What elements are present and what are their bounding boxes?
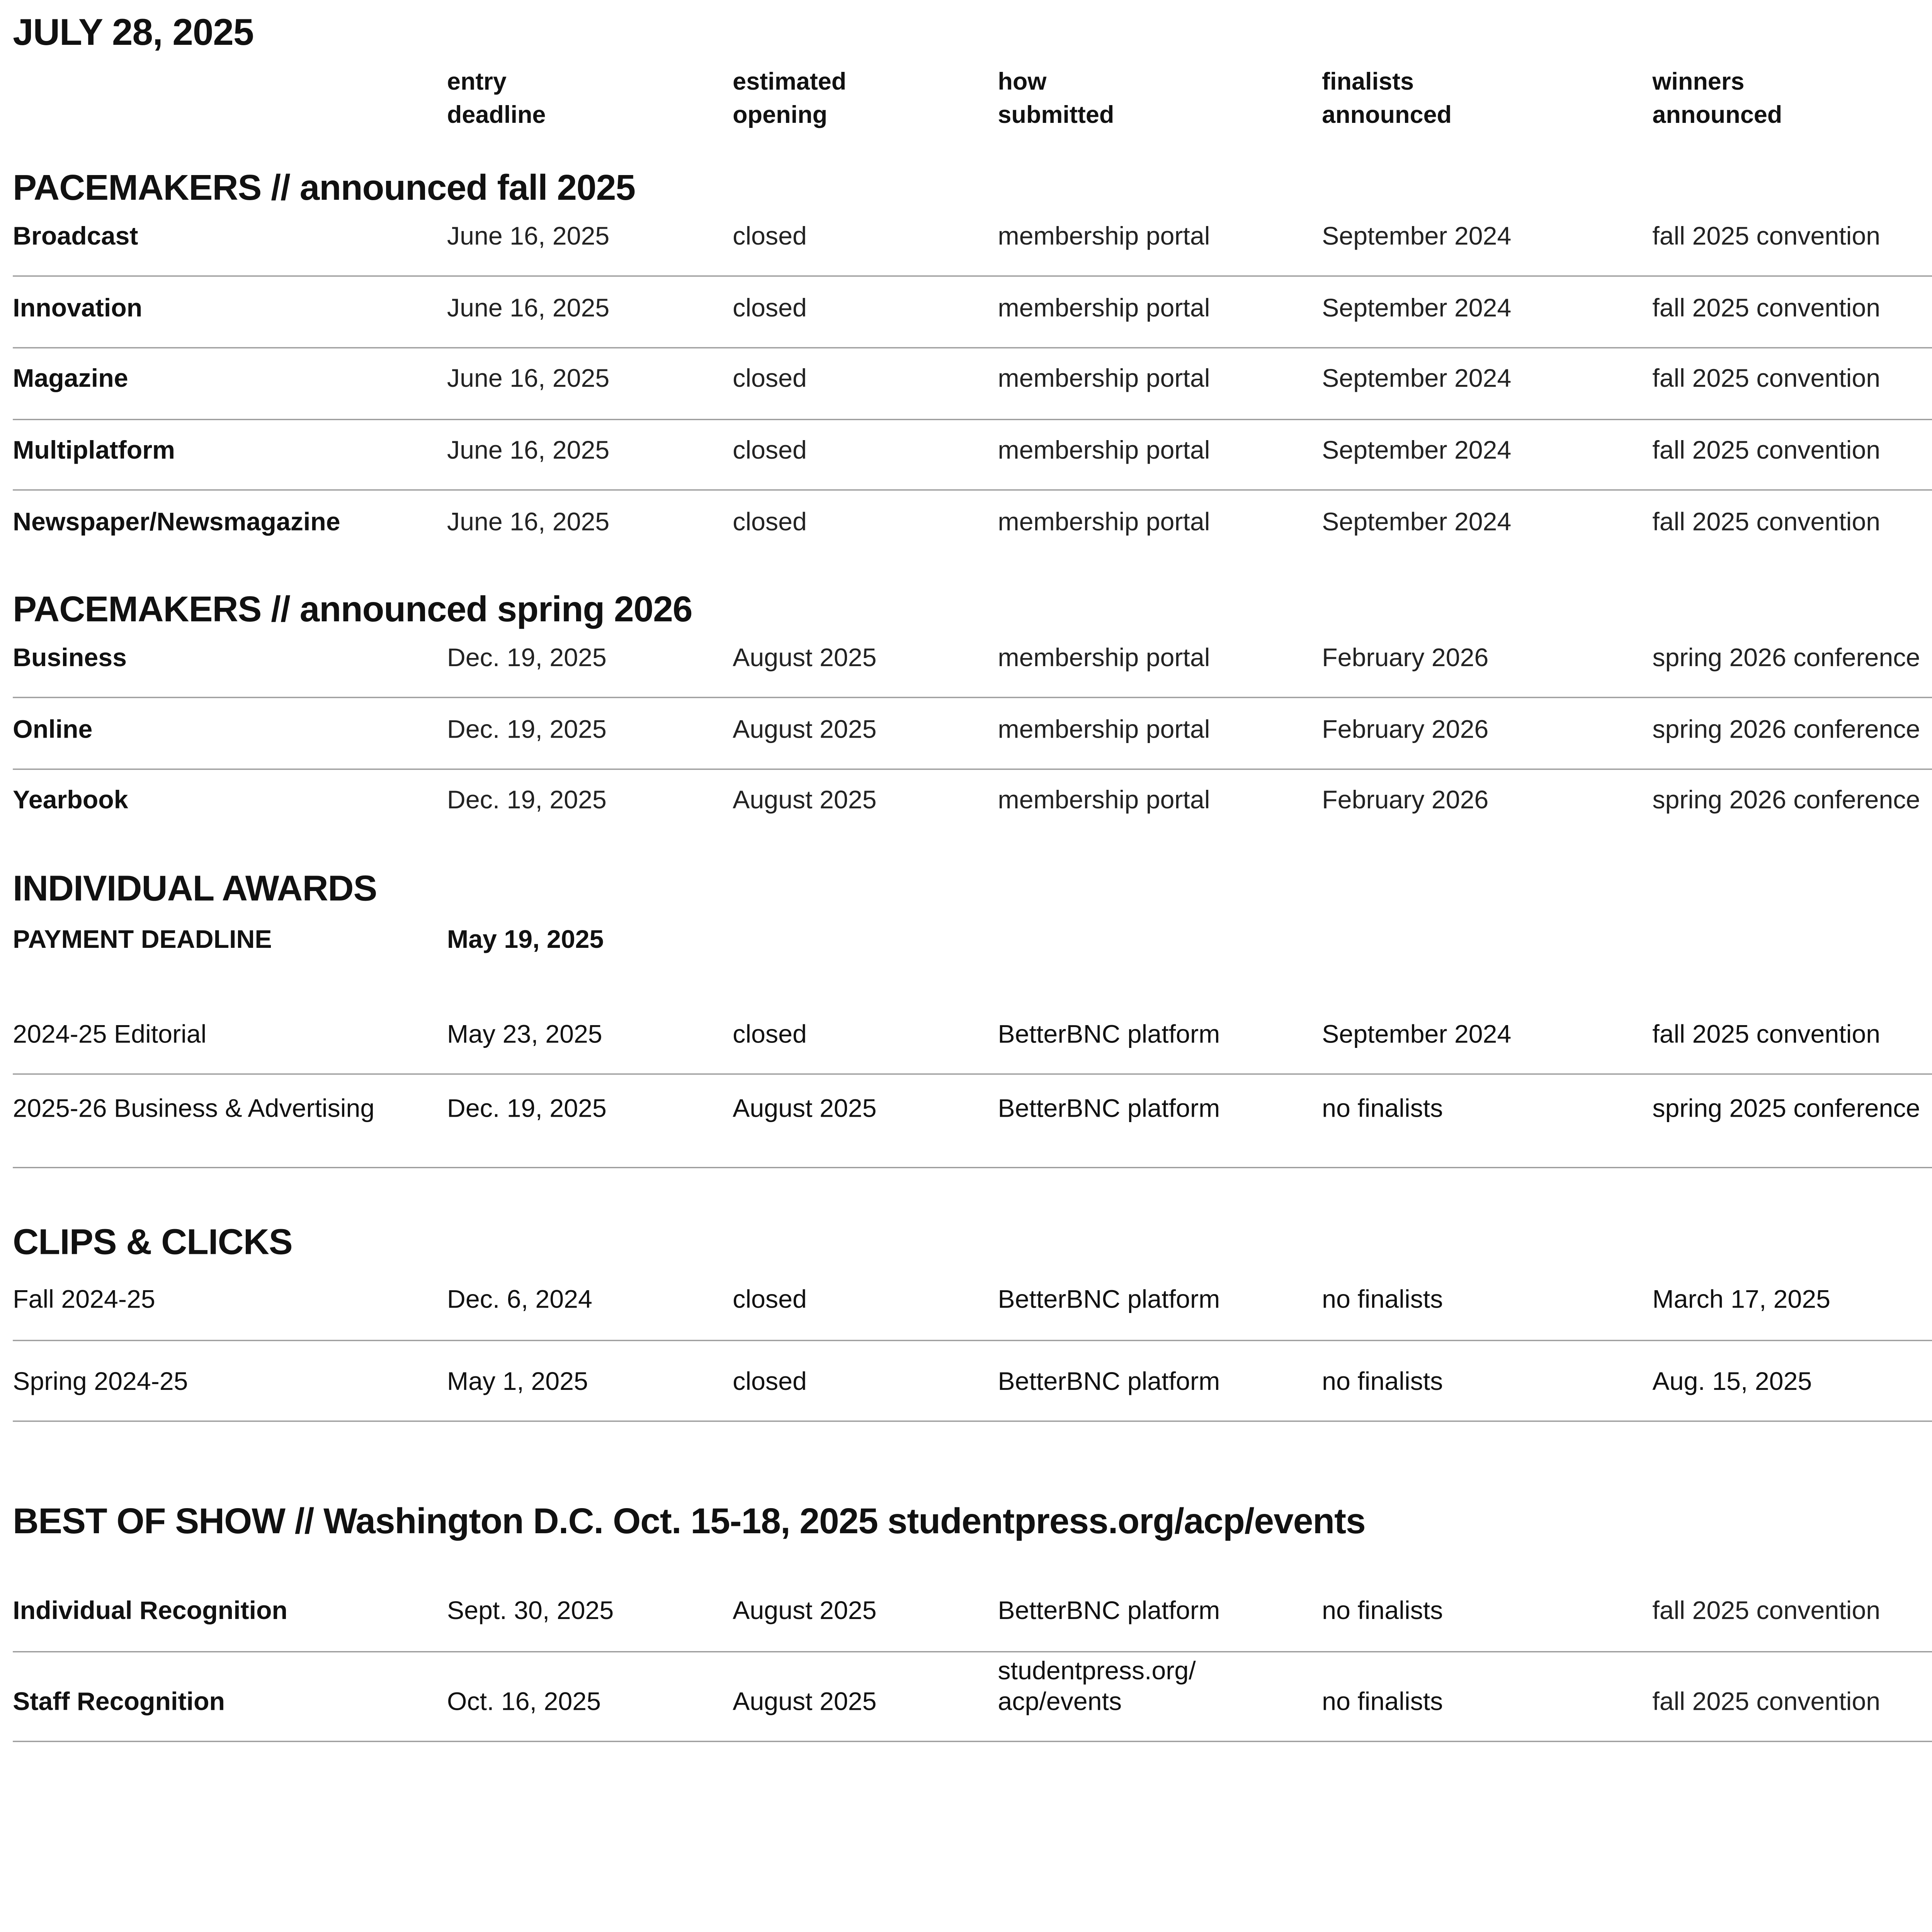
row-divider [13,1167,1932,1168]
row-deadline: Dec. 6, 2024 [447,1286,592,1315]
row-deadline: June 16, 2025 [447,294,610,323]
row-opening: August 2025 [733,644,877,673]
row-how-submitted: studentpress.org/ acp/events [998,1657,1196,1717]
row-how-submitted: membership portal [998,644,1210,673]
row-name: Staff Recognition [13,1688,225,1717]
row-deadline: May 1, 2025 [447,1368,588,1396]
header-estimated-opening: estimated opening [733,69,847,129]
row-divider [13,1420,1932,1422]
row-name: 2024-25 Editorial [13,1021,207,1049]
row-divider [13,1741,1932,1742]
row-finalists: September 2024 [1322,223,1512,251]
row-opening: August 2025 [733,1597,877,1626]
row-winners: fall 2025 convention [1652,1688,1881,1717]
row-finalists: September 2024 [1322,294,1512,323]
row-finalists: no finalists [1322,1368,1443,1396]
row-winners: fall 2025 convention [1652,365,1881,393]
row-name: 2025-26 Business & Advertising [13,1095,375,1124]
row-divider [13,1340,1932,1341]
row-deadline: June 16, 2025 [447,365,610,393]
row-how-submitted: BetterBNC platform [998,1021,1220,1049]
row-deadline: Oct. 16, 2025 [447,1688,601,1717]
section-title-pacemakers-fall: PACEMAKERS // announced fall 2025 [13,168,635,208]
section-title-pacemakers-spring: PACEMAKERS // announced spring 2026 [13,589,692,629]
row-name: Multiplatform [13,437,175,465]
row-how-submitted: BetterBNC platform [998,1597,1220,1626]
row-how-submitted: BetterBNC platform [998,1095,1220,1124]
row-opening: closed [733,294,807,323]
row-winners: fall 2025 convention [1652,437,1881,465]
header-winners-announced: winners announced [1652,69,1782,129]
section-title-clips-clicks: CLIPS & CLICKS [13,1222,293,1262]
row-winners: spring 2026 conference [1652,786,1920,815]
row-finalists: no finalists [1322,1688,1443,1717]
row-name: Newspaper/Newsmagazine [13,509,340,537]
header-how-submitted: how submitted [998,69,1114,129]
row-winners: fall 2025 convention [1652,509,1881,537]
row-deadline: June 16, 2025 [447,223,610,251]
row-winners: spring 2026 conference [1652,644,1920,673]
row-deadline: Sept. 30, 2025 [447,1597,614,1626]
row-opening: closed [733,1286,807,1315]
row-winners: fall 2025 convention [1652,294,1881,323]
row-how-submitted: membership portal [998,223,1210,251]
row-divider [13,769,1932,770]
row-name: Spring 2024-25 [13,1368,188,1396]
section-title-individual-awards: INDIVIDUAL AWARDS [13,868,377,908]
row-winners: Aug. 15, 2025 [1652,1368,1812,1396]
row-finalists: September 2024 [1322,365,1512,393]
row-divider [13,419,1932,420]
row-finalists: no finalists [1322,1597,1443,1626]
document-date: JULY 28, 2025 [13,13,254,54]
row-opening: closed [733,509,807,537]
row-divider [13,697,1932,698]
row-opening: closed [733,365,807,393]
row-winners: spring 2026 conference [1652,716,1920,745]
row-how-submitted: membership portal [998,509,1210,537]
row-how-submitted: membership portal [998,437,1210,465]
row-divider [13,276,1932,277]
row-finalists: February 2026 [1322,644,1489,673]
row-opening: closed [733,223,807,251]
row-how-submitted: BetterBNC platform [998,1368,1220,1396]
row-divider [13,1073,1932,1075]
row-winners: fall 2025 convention [1652,1597,1881,1626]
row-winners: fall 2025 convention [1652,223,1881,251]
row-deadline: June 16, 2025 [447,437,610,465]
row-winners: March 17, 2025 [1652,1286,1831,1315]
row-name: Innovation [13,294,143,323]
row-deadline: Dec. 19, 2025 [447,644,607,673]
row-name: Individual Recognition [13,1597,288,1626]
row-name: Magazine [13,365,128,393]
row-deadline: June 16, 2025 [447,509,610,537]
row-finalists: September 2024 [1322,437,1512,465]
row-opening: August 2025 [733,786,877,815]
row-finalists: no finalists [1322,1095,1443,1124]
payment-deadline-label: PAYMENT DEADLINE [13,926,272,954]
row-deadline: May 23, 2025 [447,1021,602,1049]
row-opening: closed [733,1368,807,1396]
row-how-submitted: membership portal [998,716,1210,745]
row-finalists: February 2026 [1322,716,1489,745]
row-finalists: September 2024 [1322,509,1512,537]
row-name: Yearbook [13,786,128,815]
row-how-submitted: membership portal [998,786,1210,815]
row-finalists: September 2024 [1322,1021,1512,1049]
row-name: Online [13,716,93,745]
header-entry-deadline: entry deadline [447,69,546,129]
row-name: Business [13,644,127,673]
row-name: Broadcast [13,223,138,251]
row-divider [13,489,1932,490]
row-name: Fall 2024-25 [13,1286,155,1315]
row-opening: closed [733,437,807,465]
row-opening: August 2025 [733,716,877,745]
row-deadline: Dec. 19, 2025 [447,716,607,745]
payment-deadline-date: May 19, 2025 [447,926,604,954]
row-deadline: Dec. 19, 2025 [447,786,607,815]
row-opening: closed [733,1021,807,1049]
row-winners: spring 2025 conference [1652,1095,1920,1124]
row-opening: August 2025 [733,1688,877,1717]
row-how-submitted: membership portal [998,365,1210,393]
row-finalists: February 2026 [1322,786,1489,815]
row-finalists: no finalists [1322,1286,1443,1315]
row-deadline: Dec. 19, 2025 [447,1095,607,1124]
row-divider [13,1651,1932,1652]
section-title-best-of-show: BEST OF SHOW // Washington D.C. Oct. 15-18, 2025 studentpress.org/acp/events [13,1501,1366,1541]
header-finalists-announced: finalists announced [1322,69,1452,129]
row-opening: August 2025 [733,1095,877,1124]
row-how-submitted: membership portal [998,294,1210,323]
row-winners: fall 2025 convention [1652,1021,1881,1049]
row-divider [13,347,1932,348]
row-how-submitted: BetterBNC platform [998,1286,1220,1315]
